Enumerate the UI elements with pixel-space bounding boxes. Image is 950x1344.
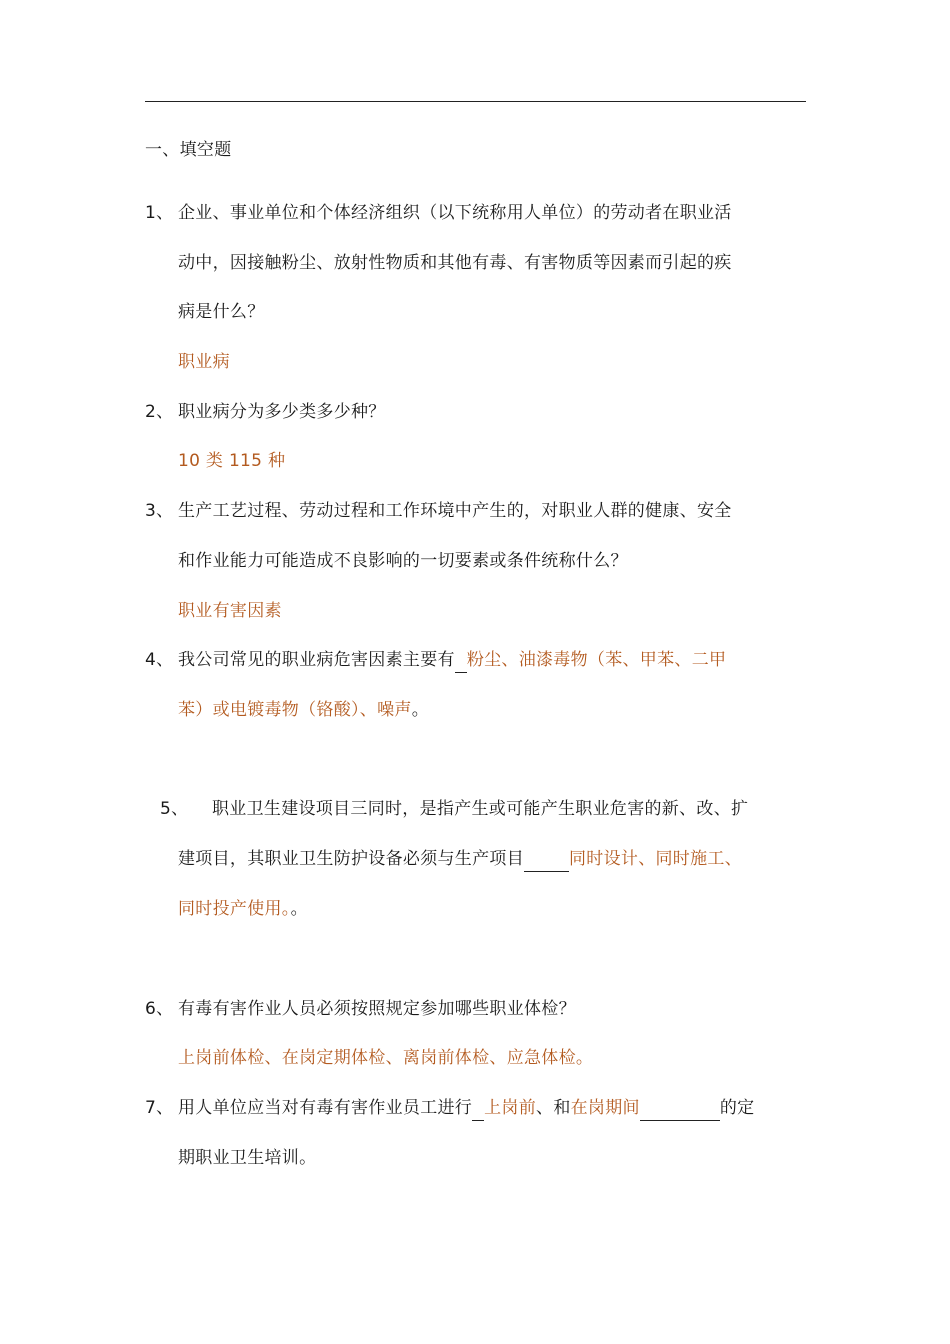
question-number: 2、 <box>145 402 174 422</box>
answer-5: 同时设计、同时施工、 <box>569 849 742 869</box>
question-number: 7、 <box>145 1098 174 1118</box>
answer-5-cont: 同时投产使用。 <box>178 899 291 919</box>
answer-4-cont: 苯）或电镀毒物（铬酸）、噪声 <box>178 700 412 720</box>
question-7-line2: 期职业卫生培训。 <box>178 1148 317 1168</box>
question-text: 用人单位应当对有毒有害作业员工进行 <box>178 1098 473 1118</box>
answer-4: 粉尘、油漆毒物（苯、甲苯、二甲 <box>466 650 727 670</box>
blank-underline <box>640 1096 720 1121</box>
blank-underline <box>455 648 467 673</box>
header-rule <box>145 101 806 102</box>
question-text: 我公司常见的职业病危害因素主要有 <box>178 650 455 670</box>
question-text: 、和 <box>536 1098 571 1118</box>
question-text: 建项目，其职业卫生防护设备必须与生产项目 <box>178 849 524 869</box>
question-text: 职业卫生建设项目三同时，是指产生或可能产生职业危害的新、改、扩 <box>212 799 749 819</box>
section-title: 一、填空题 <box>145 140 232 160</box>
question-text: 有毒有害作业人员必须按照规定参加哪些职业体检？ <box>178 999 576 1019</box>
question-2 <box>145 400 386 424</box>
question-text: 生产工艺过程、劳动过程和工作环境中产生的，对职业人群的健康、安全 <box>178 501 732 521</box>
question-5 <box>160 797 748 821</box>
question-number: 1、 <box>145 203 174 223</box>
answer-1: 职业病 <box>178 352 230 372</box>
answer-7b: 在岗期间 <box>570 1098 640 1118</box>
question-7 <box>145 1096 754 1121</box>
question-number: 3、 <box>145 501 174 521</box>
answer-6: 上岗前体检、在岗定期体检、离岗前体检、应急体检。 <box>178 1048 594 1068</box>
question-6 <box>145 997 576 1021</box>
blank-underline <box>524 847 569 872</box>
question-4-line2 <box>178 698 429 722</box>
question-1 <box>145 201 732 225</box>
question-5-line2 <box>178 847 742 872</box>
question-number: 4、 <box>145 650 174 670</box>
question-1-line2: 动中，因接触粉尘、放射性物质和其他有毒、有害物质等因素而引起的疾 <box>178 253 732 273</box>
answer-2: 10 类 115 种 <box>178 451 286 471</box>
question-text: 企业、事业单位和个体经济组织（以下统称用人单位）的劳动者在职业活 <box>178 203 732 223</box>
blank-underline <box>472 1096 484 1121</box>
question-3-line2: 和作业能力可能造成不良影响的一切要素或条件统称什么？ <box>178 551 628 571</box>
punctuation: 。 <box>411 700 430 720</box>
question-text: 职业病分为多少类多少种？ <box>178 402 386 422</box>
question-text: 的定 <box>719 1098 755 1118</box>
question-number: 6、 <box>145 999 174 1019</box>
question-number: 5、 <box>160 799 189 819</box>
answer-3: 职业有害因素 <box>178 601 282 621</box>
question-1-line3: 病是什么？ <box>178 302 265 322</box>
answer-7a: 上岗前 <box>484 1098 537 1118</box>
question-3 <box>145 499 732 523</box>
question-4 <box>145 648 726 673</box>
punctuation: 。 <box>290 899 308 919</box>
question-5-line3 <box>178 897 308 921</box>
